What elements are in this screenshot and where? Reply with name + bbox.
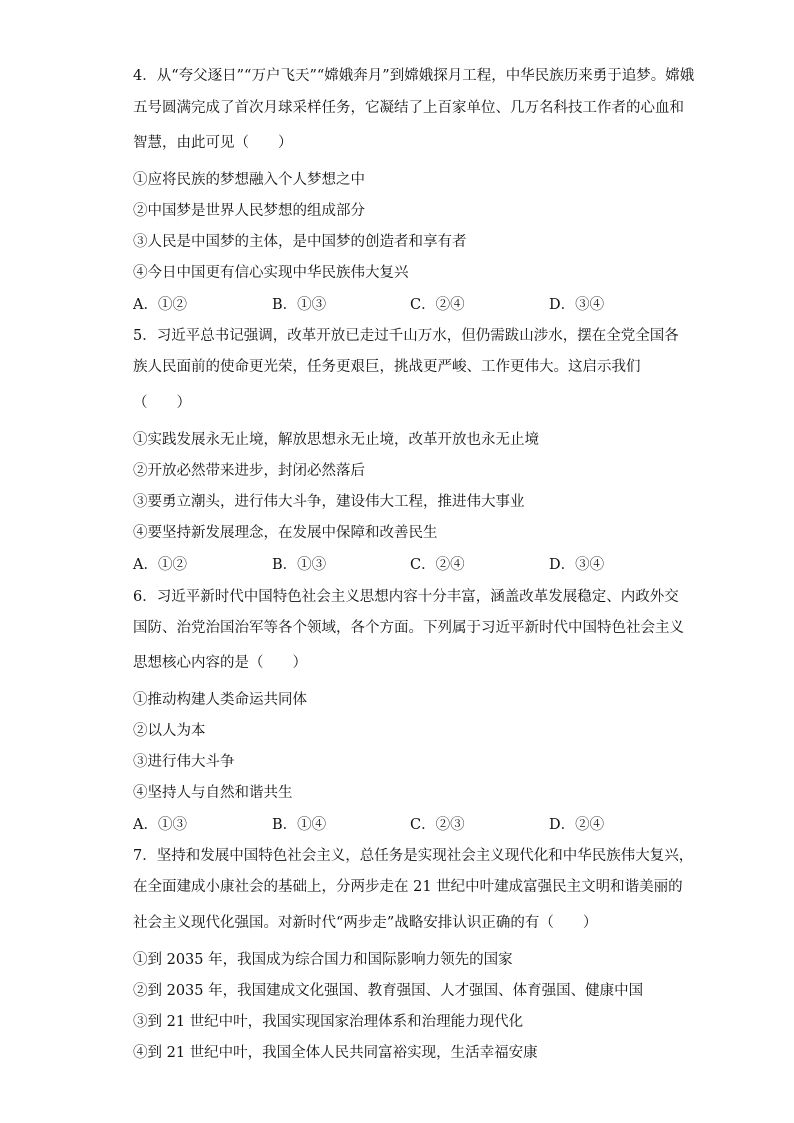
q4-item-1: ①应将民族的梦想融入个人梦想之中 — [133, 172, 365, 188]
q6-item-3: ③进行伟大斗争 — [133, 754, 235, 770]
q4-item-4: ④今日中国更有信心实现中华民族伟大复兴 — [133, 265, 409, 281]
q4-choice-c: C．②④ — [410, 297, 465, 313]
q5-choice-b: B．①③ — [272, 557, 327, 573]
q5-stem-line-1: 5．习近平总书记强调，改革开放已走过千山万水，但仍需跋山涉水，摆在全党全国各 — [133, 328, 679, 344]
q7-item-4: ④到 21 世纪中叶，我国全体人民共同富裕实现，生活幸福安康 — [133, 1045, 538, 1061]
q4-choice-a: A．①② — [133, 297, 187, 313]
q5-stem-line-3: （ ） — [133, 395, 191, 411]
q6-choice-a: A．①③ — [133, 817, 187, 833]
q7-stem-line-2: 在全面建成小康社会的基础上，分两步走在 21 世纪中叶建成富强民主文明和谐美丽的 — [133, 879, 683, 895]
q4-stem-line-1: 4．从“夸父逐日”“万户飞天”“嫦娥奔月”到嫦娥探月工程，中华民族历来勇于追梦。嫦娥 — [133, 68, 695, 84]
q7-stem-line-1: 7．坚持和发展中国特色社会主义，总任务是实现社会主义现代化和中华民族伟大复兴， — [133, 848, 694, 864]
q6-stem-line-2: 国防、治党治国治军等各个领域，各个方面。下列属于习近平新时代中国特色社会主义 — [133, 620, 684, 636]
q6-item-1: ①推动构建人类命运共同体 — [133, 692, 307, 708]
q4-stem-line-3: 智慧，由此可见（ ） — [133, 135, 293, 151]
q5-item-3: ③要勇立潮头，进行伟大斗争，建设伟大工程，推进伟大事业 — [133, 494, 525, 510]
q6-choice-b: B．①④ — [272, 817, 327, 833]
q6-item-2: ②以人为本 — [133, 723, 206, 739]
q5-item-2: ②开放必然带来进步，封闭必然落后 — [133, 463, 365, 479]
q5-stem-line-2: 族人民面前的使命更光荣，任务更艰巨，挑战更严峻、工作更伟大。这启示我们 — [133, 359, 641, 375]
q7-item-1: ①到 2035 年，我国成为综合国力和国际影响力领先的国家 — [133, 952, 513, 968]
q5-choice-a: A．①② — [133, 557, 187, 573]
q5-choice-d: D．③④ — [549, 557, 605, 573]
q4-item-3: ③人民是中国梦的主体，是中国梦的创造者和享有者 — [133, 234, 467, 250]
q6-choice-d: D．②④ — [549, 817, 605, 833]
q6-stem-line-1: 6．习近平新时代中国特色社会主义思想内容十分丰富，涵盖改革发展稳定、内政外交 — [133, 589, 679, 605]
q7-item-2: ②到 2035 年，我国建成文化强国、教育强国、人才强国、体育强国、健康中国 — [133, 983, 644, 999]
q6-stem-line-3: 思想核心内容的是（ ） — [133, 655, 307, 671]
q7-stem-line-3: 社会主义现代化强国。对新时代“两步走”战略安排认识正确的有（ ） — [133, 915, 598, 931]
q4-item-2: ②中国梦是世界人民梦想的组成部分 — [133, 203, 365, 219]
q5-item-4: ④要坚持新发展理念，在发展中保障和改善民生 — [133, 525, 438, 541]
q7-item-3: ③到 21 世纪中叶，我国实现国家治理体系和治理能力现代化 — [133, 1014, 524, 1030]
q4-choice-b: B．①③ — [272, 297, 327, 313]
q6-choice-c: C．②③ — [410, 817, 465, 833]
q6-item-4: ④坚持人与自然和谐共生 — [133, 785, 293, 801]
q4-choice-d: D．③④ — [549, 297, 605, 313]
q5-choice-c: C．②④ — [410, 557, 465, 573]
q4-stem-line-2: 五号圆满完成了首次月球采样任务，它凝结了上百家单位、几万名科技工作者的心血和 — [133, 100, 684, 116]
q5-item-1: ①实践发展永无止境，解放思想永无止境，改革开放也永无止境 — [133, 432, 539, 448]
